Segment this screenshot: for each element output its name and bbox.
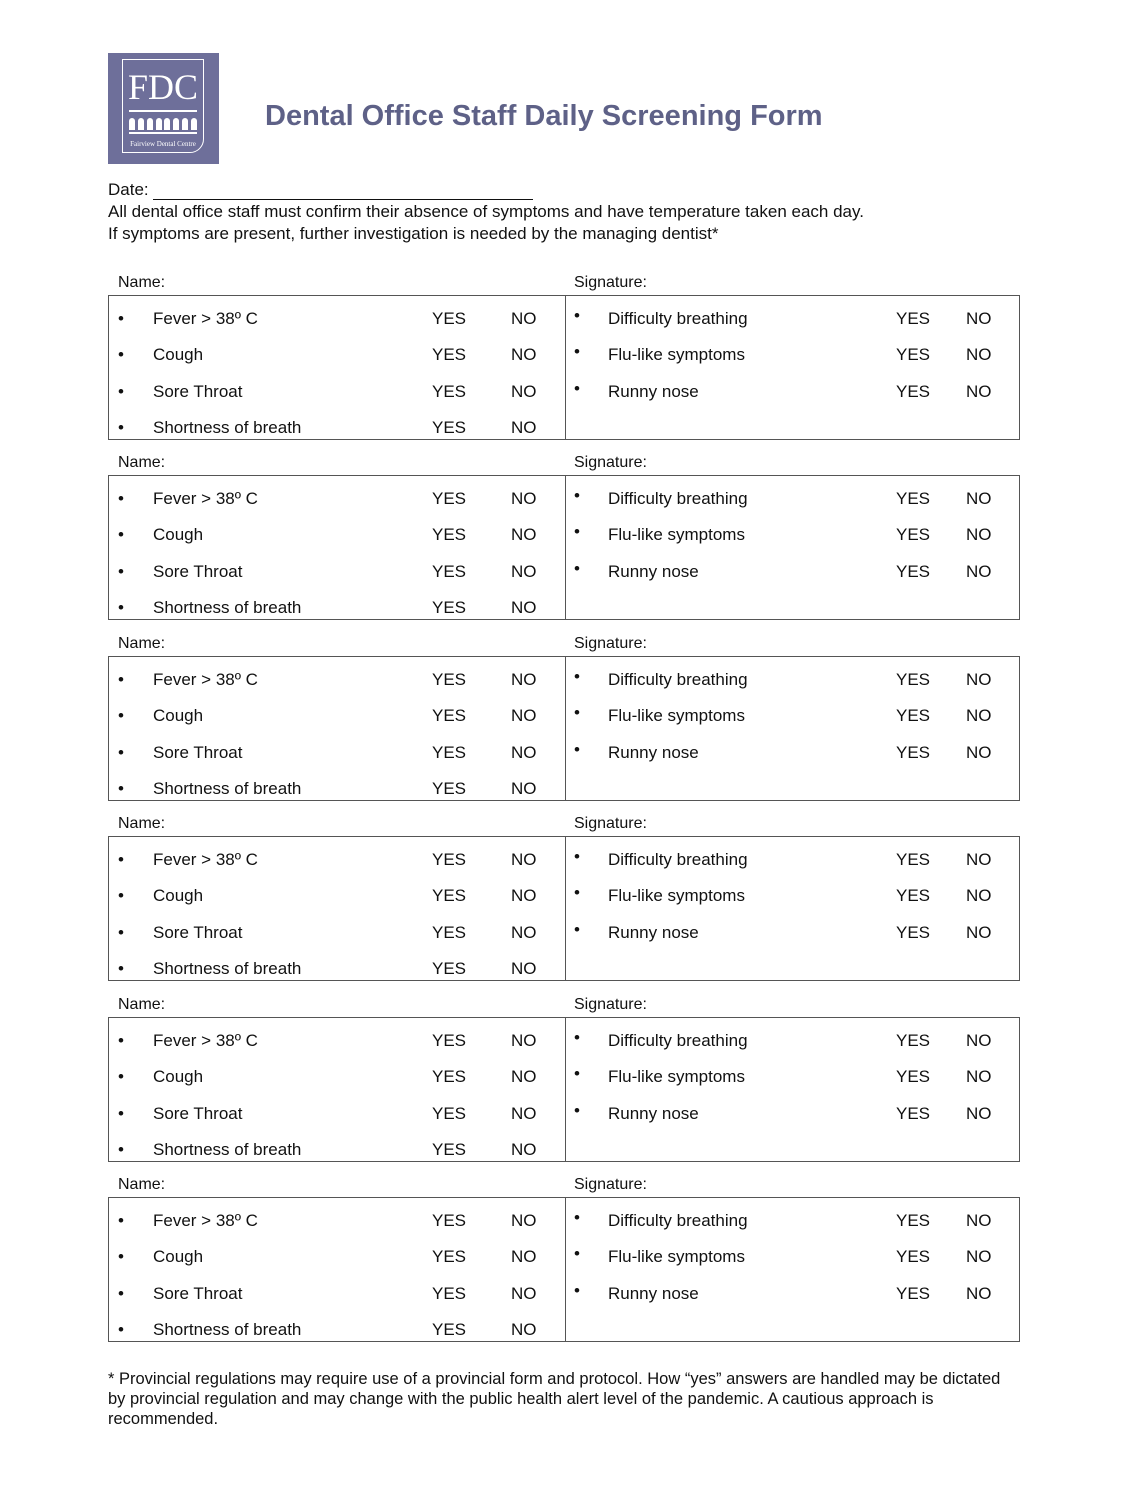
intro-line: If symptoms are present, further investigation is needed by the managing dentist*	[108, 224, 719, 243]
name-label: Name:	[118, 454, 166, 471]
yes-option[interactable]: YES	[896, 1104, 931, 1123]
yes-option[interactable]: YES	[896, 1284, 931, 1303]
date-label: Date:	[108, 180, 149, 199]
yes-option[interactable]: YES	[432, 1320, 467, 1339]
bullet-icon: •	[574, 883, 580, 902]
yes-option[interactable]: YES	[432, 598, 467, 617]
bullet-icon: •	[118, 886, 124, 905]
screening-block	[108, 996, 1020, 1176]
no-option[interactable]: NO	[966, 1104, 992, 1123]
no-option[interactable]: NO	[511, 886, 537, 905]
symptom-label: Difficulty breathing	[608, 850, 748, 869]
footnote: * Provincial regulations may require use of a provincial form and protocol. How “yes” answers are handled may be dictated by provincial regulation and may change with the public health alert level of the pandemic. A cautious approach is recommended.	[108, 1370, 1001, 1428]
bullet-icon: •	[118, 345, 124, 364]
bullet-icon: •	[574, 342, 580, 361]
no-option[interactable]: NO	[511, 345, 537, 364]
symptom-label: Flu-like symptoms	[608, 706, 745, 725]
no-option[interactable]: NO	[966, 1031, 992, 1050]
no-option[interactable]: NO	[966, 670, 992, 689]
yes-option[interactable]: YES	[432, 309, 467, 328]
no-option[interactable]: NO	[511, 309, 537, 328]
symptom-label: Shortness of breath	[153, 779, 302, 798]
no-option[interactable]: NO	[966, 1284, 992, 1303]
logo-rule	[129, 110, 197, 112]
screening-block	[108, 815, 1020, 995]
bullet-icon: •	[574, 306, 580, 325]
no-option[interactable]: NO	[966, 1247, 992, 1266]
no-option[interactable]: NO	[511, 1247, 537, 1266]
yes-option[interactable]: YES	[432, 1067, 467, 1086]
screening-block	[108, 274, 1020, 454]
symptom-label: Cough	[153, 345, 204, 364]
yes-option[interactable]: YES	[896, 1067, 931, 1086]
symptom-label: Sore Throat	[153, 562, 243, 581]
signature-label: Signature:	[574, 454, 647, 471]
symptom-label: Flu-like symptoms	[608, 1247, 745, 1266]
yes-option[interactable]: YES	[896, 1247, 931, 1266]
yes-option[interactable]: YES	[432, 779, 467, 798]
bullet-icon: •	[118, 1284, 124, 1303]
symptom-label: Runny nose	[608, 562, 699, 581]
no-option[interactable]: NO	[966, 489, 992, 508]
symptom-label: Cough	[153, 706, 204, 725]
no-option[interactable]: NO	[511, 706, 537, 725]
screening-block	[108, 1176, 1020, 1356]
yes-option[interactable]: YES	[432, 1284, 467, 1303]
symptom-label: Flu-like symptoms	[608, 1067, 745, 1086]
symptom-label: Difficulty breathing	[608, 1211, 748, 1230]
yes-option[interactable]: YES	[432, 886, 467, 905]
symptom-label: Shortness of breath	[153, 1320, 302, 1339]
column-divider	[565, 296, 566, 439]
yes-option[interactable]: YES	[896, 886, 931, 905]
symptom-label: Cough	[153, 525, 204, 544]
no-option[interactable]: NO	[966, 743, 992, 762]
bullet-icon: •	[574, 379, 580, 398]
yes-option[interactable]: YES	[432, 670, 467, 689]
bullet-icon: •	[118, 1140, 124, 1159]
yes-option[interactable]: YES	[432, 525, 467, 544]
symptom-label: Fever > 38º C	[153, 309, 258, 328]
fdc-logo	[108, 53, 219, 164]
screening-block	[108, 635, 1020, 815]
no-option[interactable]: NO	[511, 1104, 537, 1123]
yes-option[interactable]: YES	[432, 959, 467, 978]
yes-option[interactable]: YES	[432, 1140, 467, 1159]
no-option[interactable]: NO	[511, 1320, 537, 1339]
no-option[interactable]: NO	[511, 923, 537, 942]
symptom-label: Difficulty breathing	[608, 670, 748, 689]
no-option[interactable]: NO	[511, 1140, 537, 1159]
no-option[interactable]: NO	[966, 562, 992, 581]
name-label: Name:	[118, 274, 166, 291]
symptom-label: Runny nose	[608, 743, 699, 762]
no-option[interactable]: NO	[966, 850, 992, 869]
yes-option[interactable]: YES	[432, 1104, 467, 1123]
column-divider	[565, 1018, 566, 1161]
column-divider	[565, 1198, 566, 1341]
symptom-label: Shortness of breath	[153, 1140, 302, 1159]
bullet-icon: •	[118, 706, 124, 725]
yes-option[interactable]: YES	[432, 418, 467, 437]
yes-option[interactable]: YES	[896, 850, 931, 869]
no-option[interactable]: NO	[511, 743, 537, 762]
bullet-icon: •	[118, 1320, 124, 1339]
logo-subtitle: Fairview Dental Centre	[130, 140, 196, 148]
bullet-icon: •	[118, 1031, 124, 1050]
symptom-label: Sore Throat	[153, 923, 243, 942]
bullet-icon: •	[118, 779, 124, 798]
no-option[interactable]: NO	[511, 562, 537, 581]
symptom-label: Difficulty breathing	[608, 309, 748, 328]
symptom-label: Sore Throat	[153, 1104, 243, 1123]
column-divider	[565, 657, 566, 800]
date-row	[108, 180, 533, 200]
bullet-icon: •	[118, 850, 124, 869]
bullet-icon: •	[118, 923, 124, 942]
symptom-label: Sore Throat	[153, 743, 243, 762]
symptom-label: Fever > 38º C	[153, 850, 258, 869]
symptom-label: Cough	[153, 1247, 204, 1266]
no-option[interactable]: NO	[966, 886, 992, 905]
symptom-label: Shortness of breath	[153, 959, 302, 978]
bullet-icon: •	[118, 1211, 124, 1230]
symptom-label: Shortness of breath	[153, 598, 302, 617]
bullet-icon: •	[118, 1067, 124, 1086]
symptom-label: Cough	[153, 886, 204, 905]
no-option[interactable]: NO	[511, 382, 537, 401]
no-option[interactable]: NO	[511, 850, 537, 869]
yes-option[interactable]: YES	[432, 489, 467, 508]
bullet-icon: •	[574, 667, 580, 686]
logo-rule	[129, 132, 197, 134]
yes-option[interactable]: YES	[896, 309, 931, 328]
no-option[interactable]: NO	[511, 1211, 537, 1230]
symptom-label: Sore Throat	[153, 382, 243, 401]
yes-option[interactable]: YES	[896, 382, 931, 401]
symptom-label: Flu-like symptoms	[608, 525, 745, 544]
screening-block	[108, 454, 1020, 634]
no-option[interactable]: NO	[966, 923, 992, 942]
no-option[interactable]: NO	[511, 1031, 537, 1050]
no-option[interactable]: NO	[511, 1284, 537, 1303]
signature-label: Signature:	[574, 996, 647, 1013]
bullet-icon: •	[574, 486, 580, 505]
symptom-label: Flu-like symptoms	[608, 886, 745, 905]
bullet-icon: •	[574, 740, 580, 759]
yes-option[interactable]: YES	[896, 489, 931, 508]
no-option[interactable]: NO	[966, 1067, 992, 1086]
symptom-label: Fever > 38º C	[153, 1031, 258, 1050]
symptom-label: Sore Throat	[153, 1284, 243, 1303]
no-option[interactable]: NO	[966, 382, 992, 401]
yes-option[interactable]: YES	[432, 562, 467, 581]
yes-option[interactable]: YES	[896, 1211, 931, 1230]
intro-line: All dental office staff must confirm their absence of symptoms and have temperature taken each day.	[108, 202, 864, 221]
bullet-icon: •	[574, 1064, 580, 1083]
date-field[interactable]	[153, 181, 533, 200]
yes-option[interactable]: YES	[896, 562, 931, 581]
symptom-label: Fever > 38º C	[153, 670, 258, 689]
no-option[interactable]: NO	[511, 959, 537, 978]
no-option[interactable]: NO	[511, 779, 537, 798]
symptom-label: Fever > 38º C	[153, 489, 258, 508]
no-option[interactable]: NO	[511, 418, 537, 437]
bullet-icon: •	[574, 1208, 580, 1227]
column-divider	[565, 476, 566, 619]
bullet-icon: •	[118, 1247, 124, 1266]
form-title: Dental Office Staff Daily Screening Form	[265, 100, 823, 132]
bullet-icon: •	[118, 309, 124, 328]
no-option[interactable]: NO	[511, 1067, 537, 1086]
no-option[interactable]: NO	[511, 489, 537, 508]
symptom-label: Fever > 38º C	[153, 1211, 258, 1230]
bullet-icon: •	[118, 743, 124, 762]
signature-label: Signature:	[574, 815, 647, 832]
signature-label: Signature:	[574, 274, 647, 291]
logo-frame	[122, 59, 204, 153]
name-label: Name:	[118, 815, 166, 832]
symptom-label: Difficulty breathing	[608, 1031, 748, 1050]
signature-label: Signature:	[574, 635, 647, 652]
bullet-icon: •	[118, 598, 124, 617]
bullet-icon: •	[118, 489, 124, 508]
bullet-icon: •	[118, 525, 124, 544]
yes-option[interactable]: YES	[432, 850, 467, 869]
symptom-label: Difficulty breathing	[608, 489, 748, 508]
no-option[interactable]: NO	[511, 670, 537, 689]
bullet-icon: •	[574, 1028, 580, 1047]
name-label: Name:	[118, 635, 166, 652]
signature-label: Signature:	[574, 1176, 647, 1193]
yes-option[interactable]: YES	[896, 706, 931, 725]
yes-option[interactable]: YES	[432, 923, 467, 942]
bullet-icon: •	[574, 920, 580, 939]
logo-arches-icon	[129, 118, 197, 130]
yes-option[interactable]: YES	[896, 923, 931, 942]
no-option[interactable]: NO	[511, 525, 537, 544]
bullet-icon: •	[118, 670, 124, 689]
no-option[interactable]: NO	[966, 345, 992, 364]
yes-option[interactable]: YES	[432, 706, 467, 725]
bullet-icon: •	[118, 562, 124, 581]
symptom-label: Runny nose	[608, 923, 699, 942]
yes-option[interactable]: YES	[896, 743, 931, 762]
bullet-icon: •	[574, 703, 580, 722]
no-option[interactable]: NO	[966, 525, 992, 544]
no-option[interactable]: NO	[966, 309, 992, 328]
yes-option[interactable]: YES	[896, 525, 931, 544]
symptom-label: Runny nose	[608, 382, 699, 401]
intro-text	[108, 201, 864, 245]
bullet-icon: •	[118, 959, 124, 978]
yes-option[interactable]: YES	[432, 345, 467, 364]
no-option[interactable]: NO	[966, 1211, 992, 1230]
bullet-icon: •	[574, 522, 580, 541]
no-option[interactable]: NO	[966, 706, 992, 725]
yes-option[interactable]: YES	[432, 382, 467, 401]
bullet-icon: •	[574, 1281, 580, 1300]
yes-option[interactable]: YES	[896, 1031, 931, 1050]
yes-option[interactable]: YES	[896, 345, 931, 364]
column-divider	[565, 837, 566, 980]
symptom-label: Shortness of breath	[153, 418, 302, 437]
no-option[interactable]: NO	[511, 598, 537, 617]
logo-text: FDC	[127, 67, 199, 107]
bullet-icon: •	[574, 559, 580, 578]
bullet-icon: •	[118, 418, 124, 437]
bullet-icon: •	[118, 382, 124, 401]
symptom-label: Flu-like symptoms	[608, 345, 745, 364]
bullet-icon: •	[118, 1104, 124, 1123]
yes-option[interactable]: YES	[432, 1031, 467, 1050]
bullet-icon: •	[574, 847, 580, 866]
bullet-icon: •	[574, 1101, 580, 1120]
bullet-icon: •	[574, 1244, 580, 1263]
yes-option[interactable]: YES	[432, 1247, 467, 1266]
symptom-label: Runny nose	[608, 1284, 699, 1303]
symptom-label: Runny nose	[608, 1104, 699, 1123]
yes-option[interactable]: YES	[432, 743, 467, 762]
symptom-label: Cough	[153, 1067, 204, 1086]
name-label: Name:	[118, 1176, 166, 1193]
yes-option[interactable]: YES	[896, 670, 931, 689]
name-label: Name:	[118, 996, 166, 1013]
yes-option[interactable]: YES	[432, 1211, 467, 1230]
